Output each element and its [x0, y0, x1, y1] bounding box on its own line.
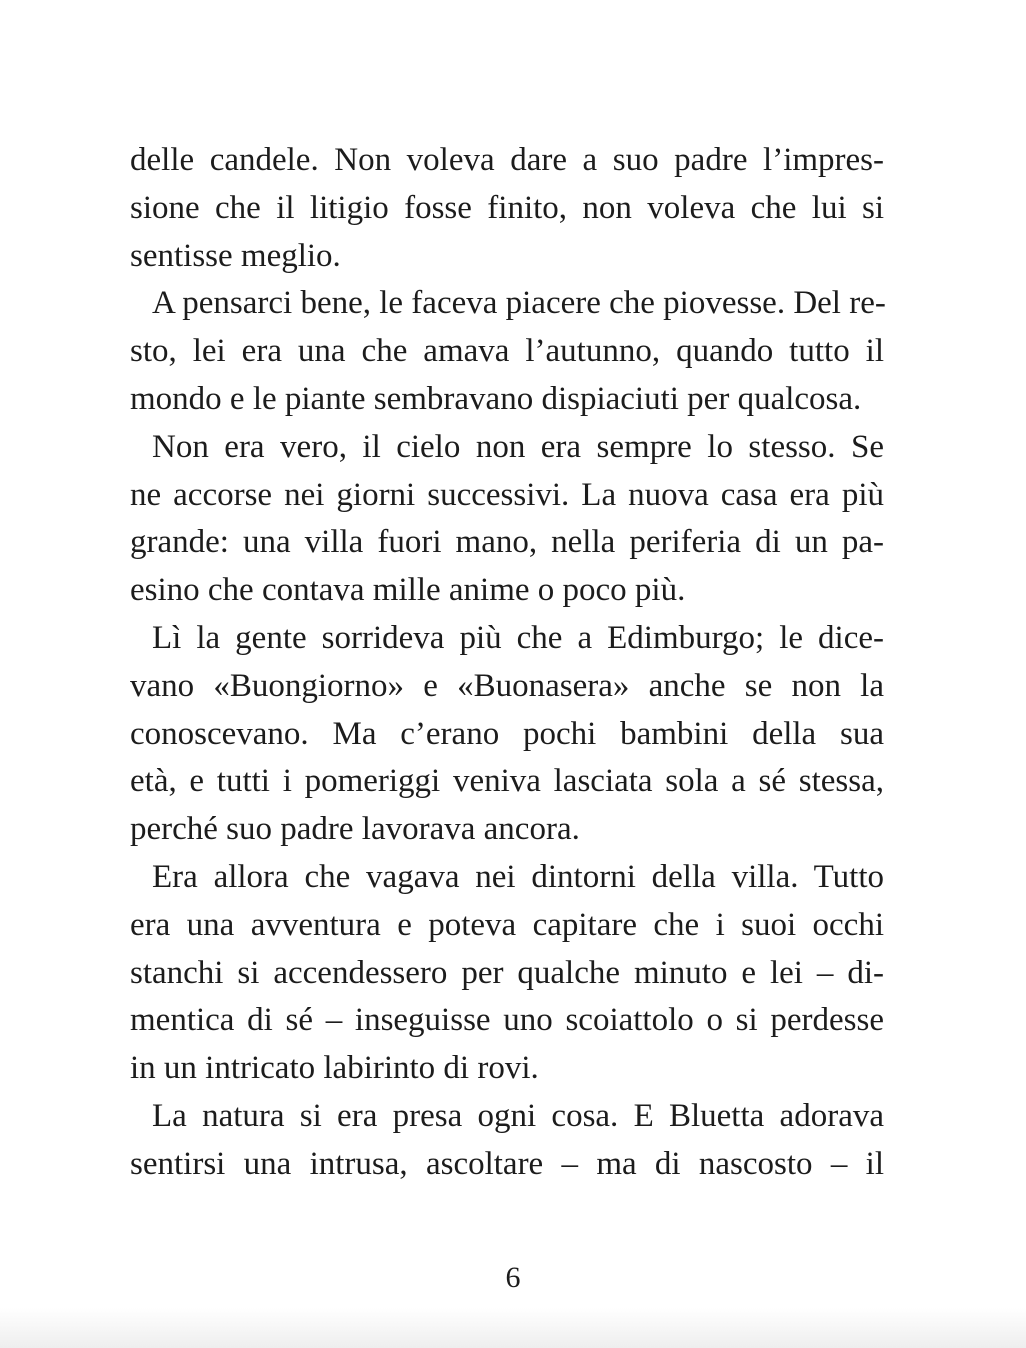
paragraph: [130, 280, 884, 423]
text-line: Non era vero, il cielo non era sempre lo stesso. Se: [152, 428, 884, 465]
text-line: sione che il litigio fosse finito, non voleva che lui si: [130, 189, 884, 226]
body-text: [130, 137, 884, 1189]
paragraph: [130, 424, 884, 615]
text-line: grande: una villa fuori mano, nella periferia di un pa-: [130, 524, 884, 561]
text-line: sto, lei era una che amava l’autunno, quando tutto il: [130, 333, 884, 370]
text-line: A pensarci bene, le faceva piacere che piovesse. Del re-: [152, 285, 886, 322]
text-line: stanchi si accendessero per qualche minuto e lei – di-: [130, 954, 884, 991]
text-line: Lì la gente sorrideva più che a Edimburgo; le dice-: [152, 619, 884, 656]
text-line: vano «Buongiorno» e «Buonasera» anche se non la: [130, 667, 884, 704]
text-line: età, e tutti i pomeriggi veniva lasciata sola a sé stessa,: [130, 763, 884, 800]
page-bottom-edge: [0, 1308, 1026, 1348]
page-number: 6: [505, 1261, 521, 1294]
paragraph: [130, 615, 884, 854]
text-line: La natura si era presa ogni cosa. E Bluetta adorava: [152, 1097, 884, 1134]
text-line: ne accorse nei giorni successivi. La nuova casa era più: [130, 476, 884, 513]
text-line: perché suo padre lavorava ancora.: [130, 811, 580, 848]
text-line: Era allora che vagava nei dintorni della villa. Tutto: [152, 858, 884, 895]
text-line: delle candele. Non voleva dare a suo padre l’impres-: [130, 142, 884, 178]
text-line: esino che contava mille anime o poco più.: [130, 572, 686, 609]
text-line: sentirsi una intrusa, ascoltare – ma di nascosto – il: [130, 1145, 884, 1182]
text-line: sentisse meglio.: [130, 237, 341, 274]
paragraph: [130, 137, 884, 280]
text-line: mentica di sé – inseguisse uno scoiattolo o si perdesse: [130, 1002, 884, 1039]
text-line: in un intricato labirinto di rovi.: [130, 1050, 539, 1087]
text-line: conoscevano. Ma c’erano pochi bambini della sua: [130, 715, 884, 752]
text-line: mondo e le piante sembravano dispiaciuti per qualcosa.: [130, 380, 862, 417]
paragraph: [130, 1093, 884, 1189]
paragraph: [130, 854, 884, 1093]
text-line: era una avventura e poteva capitare che i suoi occhi: [130, 906, 884, 943]
